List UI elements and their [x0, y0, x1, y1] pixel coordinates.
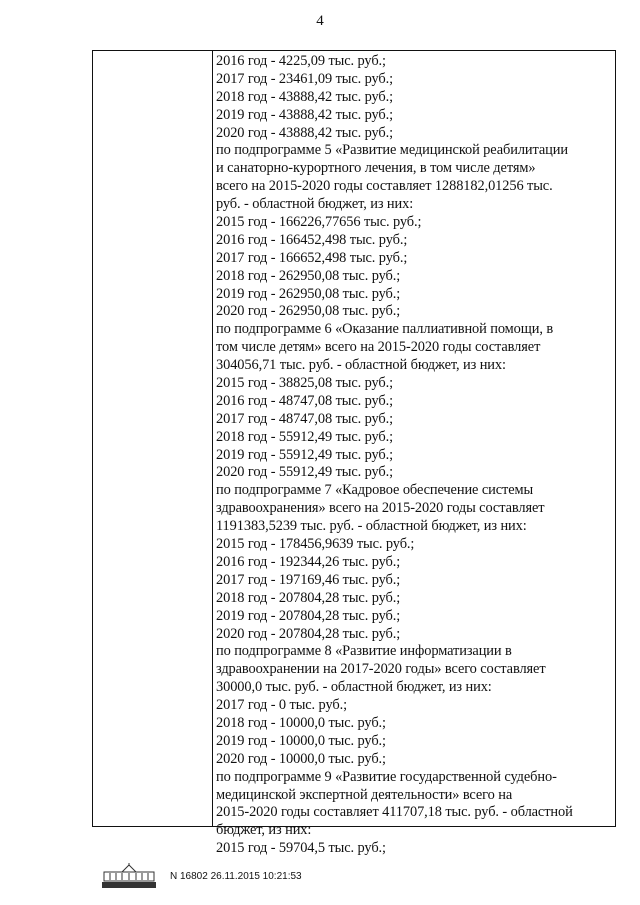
- text-line: по подпрограмме 8 «Развитие информатизации в: [216, 643, 512, 660]
- stamp-text: N 16802 26.11.2015 10:21:53: [170, 871, 302, 882]
- text-line: 2016 год - 48747,08 тыс. руб.;: [216, 392, 394, 409]
- text-line: 304056,71 тыс. руб. - областной бюджет, из них:: [216, 357, 506, 374]
- text-line: 2016 год - 192344,26 тыс. руб.;: [216, 553, 401, 570]
- text-line: 2018 год - 55912,49 тыс. руб.;: [216, 428, 394, 445]
- text-line: и санаторно-курортного лечения, в том числе детям»: [216, 160, 536, 177]
- government-building-icon: [100, 863, 158, 889]
- text-line: 2017 год - 23461,09 тыс. руб.;: [216, 70, 394, 87]
- text-line: руб. - областной бюджет, из них:: [216, 196, 414, 213]
- text-line: 2017 год - 48747,08 тыс. руб.;: [216, 410, 394, 427]
- text-line: здравоохранении на 2017-2020 годы» всего составляет: [216, 661, 546, 678]
- text-line: 2019 год - 207804,28 тыс. руб.;: [216, 607, 401, 624]
- text-line: 2020 год - 207804,28 тыс. руб.;: [216, 625, 401, 642]
- text-line: 2019 год - 43888,42 тыс. руб.;: [216, 106, 394, 123]
- text-line: по подпрограмме 7 «Кадровое обеспечение системы: [216, 482, 534, 499]
- text-line: 2015-2020 годы составляет 411707,18 тыс. руб. - областной: [216, 804, 573, 821]
- text-line: по подпрограмме 5 «Развитие медицинской реабилитации: [216, 142, 568, 159]
- page-number: 4: [316, 13, 324, 29]
- text-line: 2016 год - 4225,09 тыс. руб.;: [216, 53, 386, 69]
- text-line: по подпрограмме 6 «Оказание паллиативной помощи, в: [216, 321, 554, 338]
- text-line: 30000,0 тыс. руб. - областной бюджет, из них:: [216, 679, 492, 696]
- column-divider: [212, 51, 213, 826]
- text-line: медицинской экспертной деятельности» всего на: [216, 786, 513, 803]
- text-line: том числе детям» всего на 2015-2020 годы составляет: [216, 339, 541, 356]
- text-line: по подпрограмме 9 «Развитие государственной судебно-: [216, 768, 557, 785]
- text-line: 2015 год - 59704,5 тыс. руб.;: [216, 840, 386, 857]
- text-line: 1191383,5239 тыс. руб. - областной бюджет, из них:: [216, 518, 527, 535]
- text-line: 2020 год - 55912,49 тыс. руб.;: [216, 464, 394, 481]
- text-line: 2020 год - 262950,08 тыс. руб.;: [216, 303, 401, 320]
- document-table: [92, 50, 616, 857]
- text-line: 2018 год - 262950,08 тыс. руб.;: [216, 267, 401, 284]
- text-line: 2020 год - 10000,0 тыс. руб.;: [216, 750, 386, 767]
- text-line: 2017 год - 197169,46 тыс. руб.;: [216, 571, 401, 588]
- text-line: 2018 год - 43888,42 тыс. руб.;: [216, 88, 394, 105]
- text-line: 2018 год - 10000,0 тыс. руб.;: [216, 714, 386, 731]
- text-line: всего на 2015-2020 годы составляет 1288182,01256 тыс.: [216, 178, 553, 195]
- text-line: 2015 год - 166226,77656 тыс. руб.;: [216, 214, 422, 231]
- text-line: бюджет, из них:: [216, 822, 312, 839]
- text-line: 2019 год - 10000,0 тыс. руб.;: [216, 732, 386, 749]
- text-line: 2019 год - 262950,08 тыс. руб.;: [216, 285, 401, 302]
- text-line: 2016 год - 166452,498 тыс. руб.;: [216, 231, 408, 248]
- text-line: 2018 год - 207804,28 тыс. руб.;: [216, 589, 401, 606]
- text-line: 2017 год - 0 тыс. руб.;: [216, 697, 347, 714]
- footer-stamp: [100, 863, 440, 893]
- text-line: 2017 год - 166652,498 тыс. руб.;: [216, 249, 408, 266]
- text-line: 2019 год - 55912,49 тыс. руб.;: [216, 446, 394, 463]
- text-line: 2015 год - 178456,9639 тыс. руб.;: [216, 536, 415, 553]
- text-line: здравоохранения» всего на 2015-2020 годы составляет: [216, 500, 545, 517]
- text-line: 2015 год - 38825,08 тыс. руб.;: [216, 375, 394, 392]
- table-content-cell: [216, 53, 612, 858]
- text-line: 2020 год - 43888,42 тыс. руб.;: [216, 124, 394, 141]
